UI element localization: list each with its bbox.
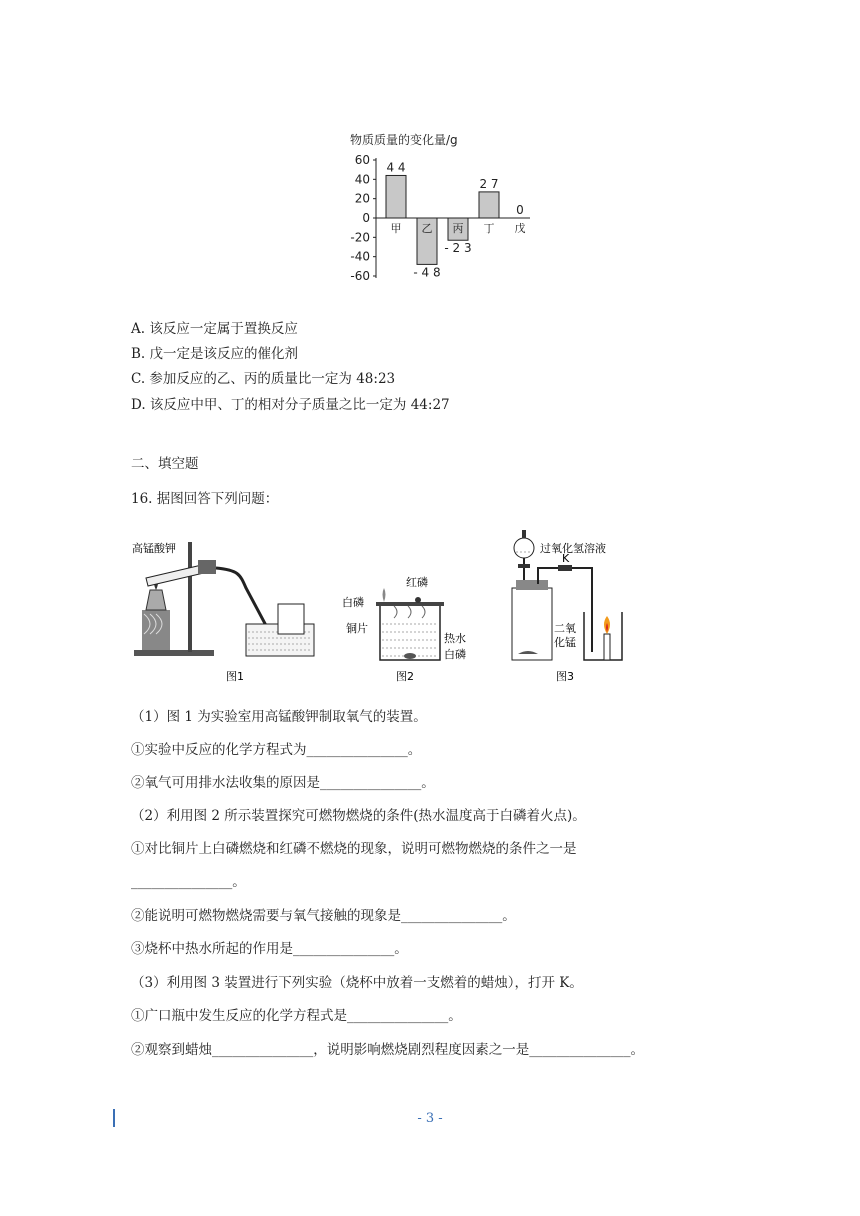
- bar-0: [386, 175, 406, 218]
- category-label-3: 丁: [483, 222, 495, 235]
- mass-change-chart-svg: [330, 128, 540, 288]
- y-tick-label-1: 40: [354, 172, 370, 187]
- clamp-k: [558, 565, 572, 571]
- category-label-2: 丙: [452, 222, 464, 235]
- value-label-2: - 2 3: [444, 241, 472, 256]
- chart-ylabel: 物质质量的变化量/g: [350, 133, 458, 147]
- fig2-hot-water-label: 热水: [444, 632, 466, 645]
- alcohol-lamp: [146, 590, 166, 610]
- figure-1: [132, 541, 314, 683]
- q2-sub2: ②能说明可燃物燃烧需要与氧气接触的现象是_______________。: [131, 908, 516, 924]
- hot-water: [382, 624, 438, 656]
- value-label-4: 0: [516, 203, 524, 217]
- y-tick-label-3: 0: [362, 211, 370, 225]
- q3-intro: （3）利用图 3 装置进行下列实验（烧杯中放着一支燃着的蜡烛），打开 K。: [131, 975, 583, 991]
- red-phosphorus: [415, 597, 421, 603]
- y-tick-label-2: 20: [354, 191, 370, 206]
- category-label-1: 乙: [421, 222, 433, 235]
- collection-bottle: [278, 604, 304, 634]
- y-tick-label-5: -40: [350, 249, 370, 264]
- option-a: A. 该反应一定属于置换反应: [131, 321, 298, 337]
- wide-mouth-bottle: [512, 588, 552, 660]
- q3-sub1: ①广口瓶中发生反应的化学方程式是_______________。: [131, 1008, 462, 1024]
- option-b: B. 戊一定是该反应的催化剂: [131, 346, 299, 362]
- fig3-caption: 图3: [556, 670, 574, 683]
- fig3-k-label: K: [562, 552, 570, 565]
- option-c: C. 参加反应的乙、丙的质量比一定为 48:23: [131, 371, 396, 387]
- section-title: 二、填空题: [131, 456, 199, 472]
- bar-3: [479, 192, 499, 218]
- q2-sub1-blank: _______________。: [131, 874, 246, 890]
- apparatus-figures: [128, 528, 728, 688]
- figure-2: [342, 575, 466, 683]
- figure-3: [512, 530, 622, 683]
- fig3-mno2-label-1: 二氧: [554, 622, 576, 635]
- stand-base: [134, 650, 214, 656]
- bottle-stopper: [516, 580, 548, 590]
- candle-beaker: [584, 612, 622, 660]
- white-p-flame: [383, 588, 386, 602]
- value-label-0: 4 4: [386, 160, 406, 175]
- tube-clamp: [198, 560, 216, 574]
- y-tick-label-4: -20: [350, 230, 370, 245]
- q1-intro: （1）图 1 为实验室用高锰酸钾制取氧气的装置。: [131, 709, 427, 725]
- q1-sub1: ①实验中反应的化学方程式为_______________。: [131, 742, 422, 758]
- apparatus-figures-svg: [128, 528, 728, 688]
- beaker: [380, 606, 440, 660]
- category-label-0: 甲: [390, 222, 402, 235]
- q2-intro: （2）利用图 2 所示装置探究可燃物燃烧的条件(热水温度高于白磷着火点)。: [131, 808, 586, 824]
- steam: [394, 606, 425, 618]
- separatory-funnel: [514, 538, 534, 558]
- value-label-3: 2 7: [479, 176, 499, 191]
- fig2-red-p-label: 红磷: [406, 576, 428, 589]
- mass-change-chart: [330, 128, 540, 288]
- fig1-kmno4-label: 高锰酸钾: [132, 542, 176, 555]
- page-number: - 3 -: [417, 1111, 443, 1126]
- option-d: D. 该反应中甲、丁的相对分子质量之比一定为 44:27: [131, 397, 450, 413]
- q2-sub3: ③烧杯中热水所起的作用是_______________。: [131, 941, 408, 957]
- q2-sub1: ①对比铜片上白磷燃烧和红磷不燃烧的现象，说明可燃物燃烧的条件之一是: [131, 841, 577, 857]
- question-title: 16. 据图回答下列问题：: [131, 491, 279, 507]
- q3-sub2: ②观察到蜡烛_______________，说明影响燃烧剧烈程度因素之一是_______________。: [131, 1042, 644, 1058]
- fig3-h2o2-label: 过氧化氢溶液: [540, 542, 606, 555]
- category-label-4: 戊: [514, 222, 526, 235]
- fig2-caption: 图2: [396, 670, 414, 683]
- fig3-mno2-label-2: 化锰: [554, 636, 576, 649]
- copper-sheet: [376, 602, 444, 606]
- white-p-underwater: [404, 653, 416, 659]
- stand-rod: [188, 542, 192, 652]
- fig2-white-p-bottom-label: 白磷: [444, 648, 466, 661]
- q1-sub2: ②氧气可用排水法收集的原因是_______________。: [131, 775, 435, 791]
- candle: [604, 634, 610, 660]
- value-label-1: - 4 8: [413, 265, 441, 280]
- fig2-white-p-label: 白磷: [342, 596, 364, 609]
- y-tick-label-0: 60: [354, 153, 370, 167]
- fig1-caption: 图1: [226, 670, 244, 683]
- fig2-copper-label: 铜片: [346, 622, 368, 635]
- funnel-stopper: [522, 530, 526, 538]
- funnel-stopcock: [518, 564, 530, 568]
- y-tick-label-6: -60: [350, 269, 370, 283]
